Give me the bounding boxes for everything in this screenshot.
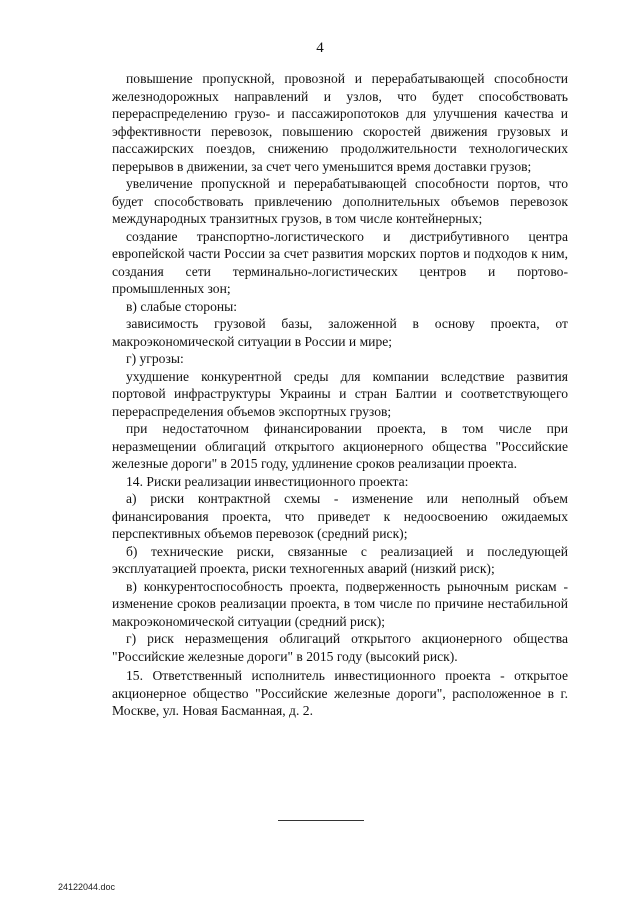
heading-weaknesses: в) слабые стороны: bbox=[126, 298, 238, 314]
paragraph-ports-capacity: увеличение пропускной и перерабатывающей способности портов, что будет способствовать привлечению дополнительных объемов перевозок международных транзитных грузов, в том числе контейнерных; bbox=[112, 176, 568, 226]
paragraph-cargo-dependence: зависимость грузовой базы, заложенной в основу проекта, от макроэкономической ситуации в России и мире; bbox=[112, 316, 568, 349]
section-15-responsible: 15. Ответственный исполнитель инвестиционного проекта - открытое акционерное общество "Российские железные дороги", расположенное в г. Москве, ул. Новая Басманная, д. 2. bbox=[112, 668, 568, 718]
heading-threats: г) угрозы: bbox=[126, 351, 184, 366]
risk-contract-scheme: а) риски контрактной схемы - изменение или неполный объем финансирования проекта, что приведет к недоосвоению ожидаемых перспективных объемов перевозок (средний риск); bbox=[112, 491, 568, 541]
document-body bbox=[112, 70, 568, 720]
section-14-title: 14. Риски реализации инвестиционного проекта: bbox=[126, 473, 409, 489]
document-code: 24122044.doc bbox=[58, 882, 116, 892]
risk-competitiveness: в) конкурентоспособность проекта, подверженность рыночным рискам - изменение сроков реализации проекта, в том числе по причине нестабильной макроэкономической ситуации (средний риск); bbox=[112, 578, 568, 629]
end-divider bbox=[278, 820, 364, 821]
risk-bonds: г) риск неразмещения облигаций открытого акционерного общества "Российские железные дороги" в 2015 году (высокий риск). bbox=[112, 631, 568, 664]
paragraph-bandwidth-railways: повышение пропускной, провозной и перерабатывающей способности железнодорожных направлений и узлов, что будет способствовать перераспределению грузо- и пассажиропотоков для улучшения качества и эффективности перевозок, повышению скоростей движения грузовых и пассажирских поездов, снижению продолжительности технологических перерывов в движении, за счет чего уменьшится время доставки грузов; bbox=[112, 71, 568, 174]
risk-technical: б) технические риски, связанные с реализацией и последующей эксплуатацией проекта, риски техногенных аварий (низкий риск); bbox=[112, 543, 568, 576]
paragraph-competition: ухудшение конкурентной среды для компании вследствие развития портовой инфраструктуры Украины и стран Балтии и соответствующего перераспределения объемов экспортных грузов; bbox=[112, 368, 568, 419]
page-number: 4 bbox=[316, 40, 324, 56]
paragraph-logistics-center: создание транспортно-логистического и дистрибутивного центра европейской части России за счет развития морских портов и подходов к ним, создания сети терминально-логистических центров и портово-промышленных зон; bbox=[112, 228, 568, 296]
paragraph-financing: при недостаточном финансировании проекта, в том числе при неразмещении облигаций открытого акционерного общества "Российские железные дороги" в 2015 году, удлинение сроков реализации проекта. bbox=[112, 421, 568, 471]
